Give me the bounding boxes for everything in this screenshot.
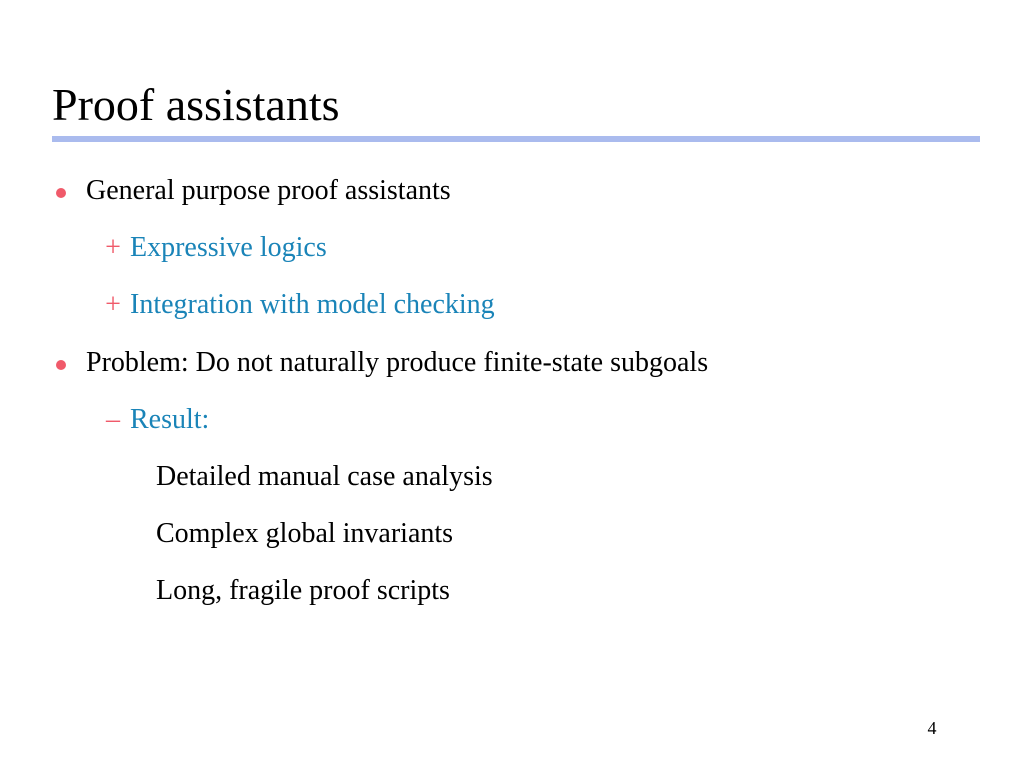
sub-bullet-text: Expressive logics: [130, 232, 327, 263]
detail-line: Long, fragile proof scripts: [156, 575, 450, 606]
sub-bullet-text: Integration with model checking: [130, 289, 495, 320]
detail-line: Complex global invariants: [156, 518, 454, 549]
title-underline: [52, 136, 980, 142]
bullet-text: Problem: Do not naturally produce finite-state subgoals: [86, 347, 709, 378]
bullet-dot-icon: [56, 188, 66, 198]
sub-bullet-text: Result:: [130, 404, 210, 435]
page-number: 4: [927, 718, 937, 738]
dash-icon: –: [106, 404, 120, 435]
plus-icon: +: [105, 289, 121, 320]
slide-title: Proof assistants: [52, 79, 340, 130]
bullet-dot-icon: [56, 360, 66, 370]
detail-line: Detailed manual case analysis: [156, 461, 493, 492]
plus-icon: +: [105, 232, 121, 263]
bullet-text: General purpose proof assistants: [86, 175, 451, 206]
